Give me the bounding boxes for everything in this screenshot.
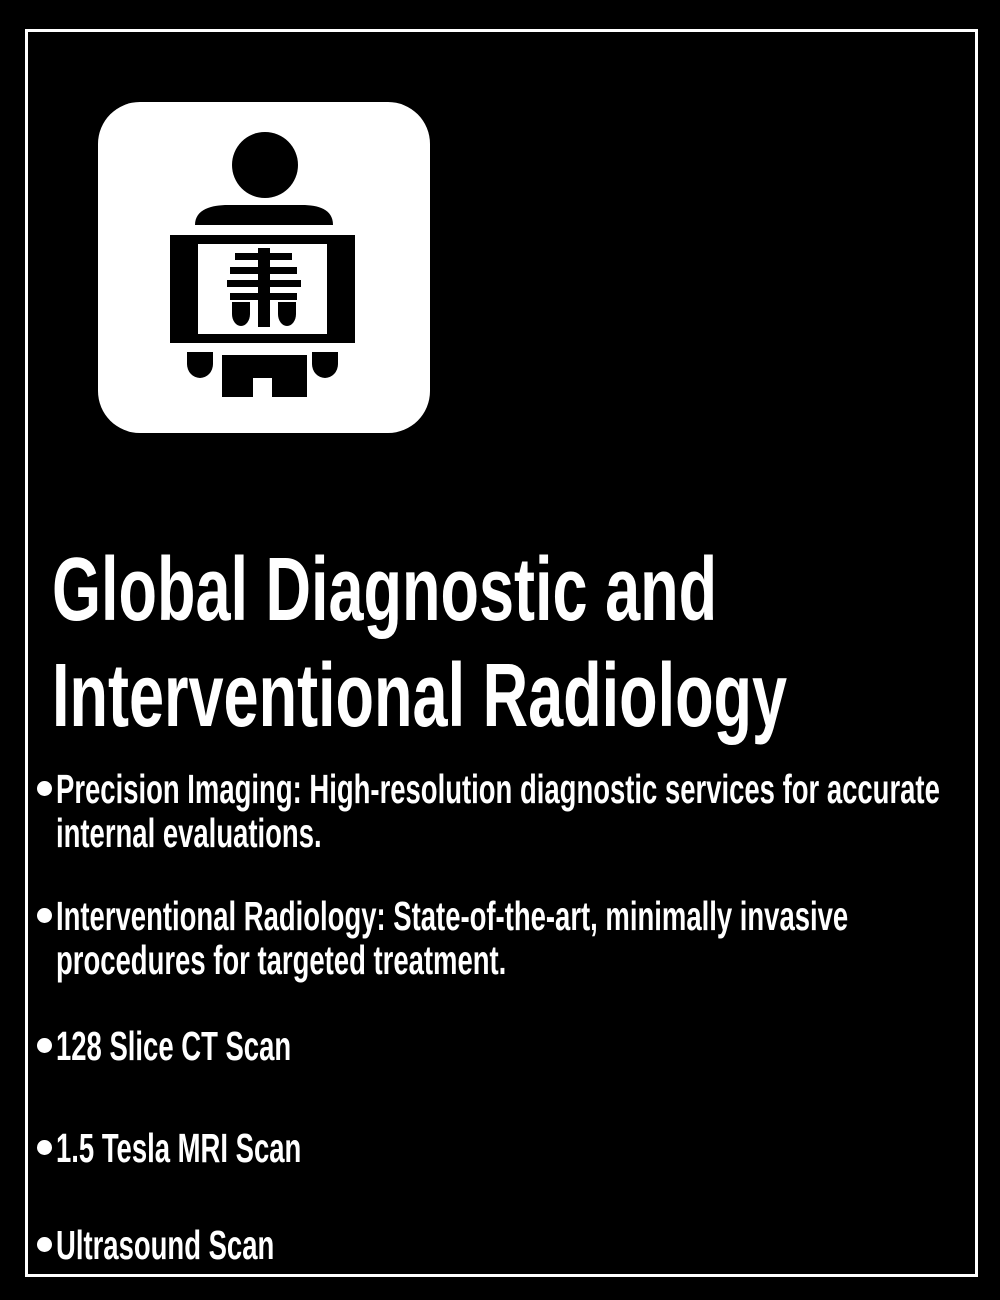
list-item-mri-scan (36, 1126, 1000, 1170)
bullet-dot-icon (37, 781, 52, 796)
bullet-dot-icon (37, 1038, 52, 1053)
page-title (52, 537, 787, 749)
page-title-line-2: Interventional Radiology (52, 646, 788, 746)
bullet-text-line: internal evaluations. (56, 810, 322, 856)
list-item-interventional-radiology (36, 894, 1000, 982)
bullet-text-line: Ultrasound Scan (56, 1222, 275, 1268)
bullet-text-line: 128 Slice CT Scan (56, 1023, 292, 1069)
bullet-text (56, 1223, 274, 1267)
bullet-dot-icon (37, 908, 52, 923)
bullet-text (56, 1126, 301, 1170)
xray-icon-box (98, 102, 430, 433)
list-item-precision-imaging (36, 767, 1000, 855)
bullet-list (36, 767, 1000, 1267)
bullet-text-line: 1.5 Tesla MRI Scan (56, 1125, 302, 1171)
bullet-text-line: Interventional Radiology: State-of-the-art, minimally invasive (56, 893, 849, 939)
bullet-dot-icon (37, 1140, 52, 1155)
bullet-text (56, 894, 848, 982)
bullet-dot-icon (37, 1237, 52, 1252)
bullet-text-line: Precision Imaging: High-resolution diagnostic services for accurate (56, 766, 940, 812)
bullet-text (56, 1024, 291, 1068)
xray-scan-icon (98, 102, 430, 433)
list-item-ultrasound-scan (36, 1223, 1000, 1267)
bullet-text (56, 767, 940, 855)
page-title-line-1: Global Diagnostic and (52, 540, 718, 640)
list-item-ct-scan (36, 1024, 1000, 1068)
bullet-text-line: procedures for targeted treatment. (56, 937, 507, 983)
